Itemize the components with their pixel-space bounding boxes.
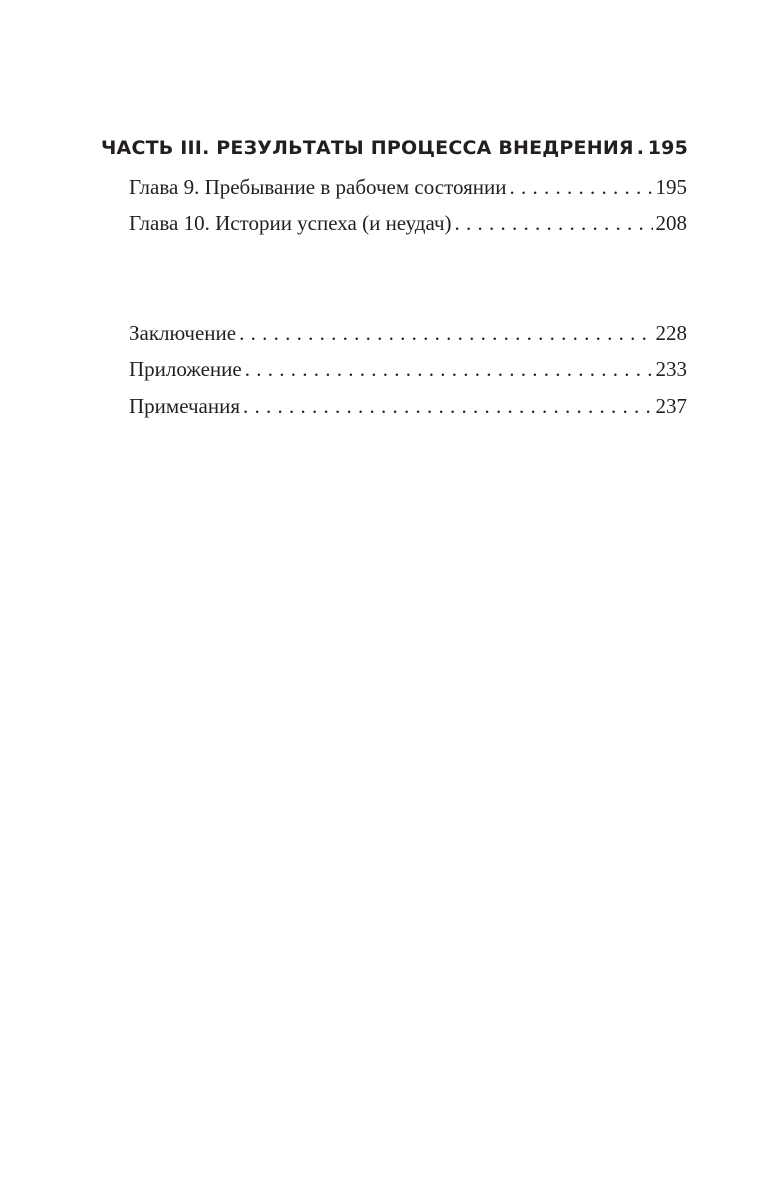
chapter-page-number: 195 <box>655 175 687 199</box>
chapter-title: Глава 10. Истории успеха (и неудач) <box>129 211 452 235</box>
back-matter-page-number: 233 <box>655 357 687 381</box>
dot-leader <box>455 211 653 236</box>
back-matter-title: Приложение <box>129 357 242 381</box>
dot-leader <box>239 321 652 346</box>
toc-back-matter-entry[interactable] <box>129 394 687 419</box>
dot-leader <box>243 394 652 419</box>
chapter-title: Глава 9. Пребывание в рабочем состоянии <box>129 175 507 199</box>
dot-leader <box>637 137 645 159</box>
toc-back-matter-entry[interactable] <box>129 321 687 346</box>
back-matter-page-number: 237 <box>655 394 687 418</box>
toc-part-entry[interactable] <box>101 137 688 159</box>
dot-leader <box>509 175 652 200</box>
toc-chapter-entry[interactable] <box>129 175 687 200</box>
part-page-number: 195 <box>647 137 688 159</box>
back-matter-title: Примечания <box>129 394 241 418</box>
toc-chapter-entry[interactable] <box>129 211 687 236</box>
dot-leader <box>245 357 653 382</box>
part-title: ЧАСТЬ III. РЕЗУЛЬТАТЫ ПРОЦЕССА ВНЕДРЕНИЯ <box>101 137 634 159</box>
chapter-page-number: 208 <box>655 211 687 235</box>
back-matter-page-number: 228 <box>655 321 687 345</box>
back-matter-title: Заключение <box>129 321 237 345</box>
toc-back-matter-entry[interactable] <box>129 357 687 382</box>
